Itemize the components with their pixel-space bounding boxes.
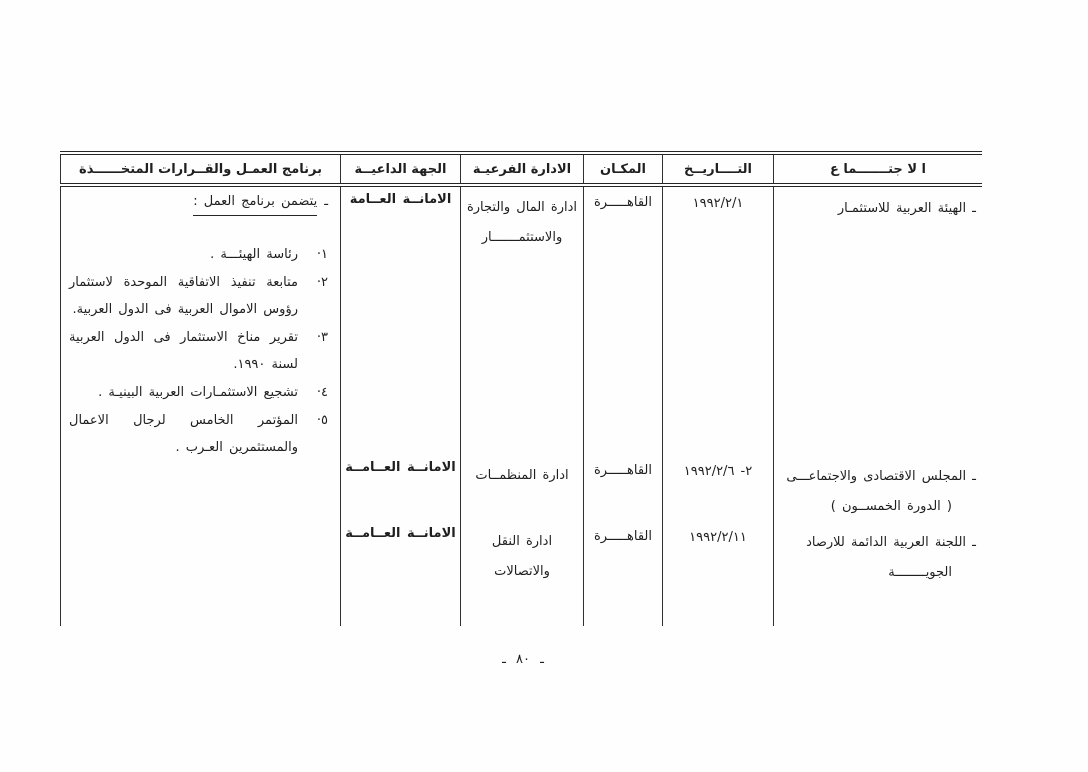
- sub-department-line1: ادارة المال والتجارة: [466, 200, 578, 215]
- meeting-cell-row1: [773, 187, 982, 455]
- meeting-name: ـ الهيئة العربية للاستثمـار: [837, 201, 976, 216]
- inviting-party-cell-row2: الامانــة العــامــة: [340, 455, 460, 521]
- program-cell-row1: [60, 187, 340, 455]
- sub-department-line1: ادارة المنظمــات: [475, 468, 569, 483]
- meetings-table: [60, 151, 982, 626]
- item-text: المؤتمر الخامس لرجال الاعمال والمستثمرين العـرب .: [69, 413, 298, 455]
- sub-department-cell-row3: [460, 521, 583, 626]
- item-number: ٢·: [316, 275, 328, 290]
- item-number: ١·: [316, 247, 328, 262]
- item-number: ٥·: [316, 413, 328, 428]
- sub-department-cell-row1: [460, 187, 583, 455]
- program-intro-text: يتضمن برنامج العمل :: [193, 194, 317, 216]
- date-cell-row3: ١٩٩٢/٢/١١: [662, 521, 773, 626]
- table-header-row: [60, 155, 982, 187]
- program-item-4: [69, 379, 328, 406]
- sub-department-cell-row2: [460, 455, 583, 521]
- item-text: تشجيع الاستثمـارات العربية البينيـة .: [98, 385, 298, 400]
- item-text: تقرير مناخ الاستثمار فى الدول العربية لسنة ١٩٩٠.: [69, 330, 298, 372]
- header-program: برنامج العمـل والقــرارات المتخــــــذة: [60, 155, 340, 183]
- header-meeting: ا لا جتـــــــما ع: [773, 155, 982, 183]
- program-item-3: [69, 324, 328, 378]
- date-cell-row1: ١٩٩٢/٢/١: [662, 187, 773, 455]
- item-number: ٣·: [316, 330, 328, 345]
- header-sub-department: الادارة الفرعيـة: [460, 155, 583, 183]
- date-cell-row2: ٢- ١٩٩٢/٢/٦: [662, 455, 773, 521]
- header-inviting-party: الجهة الداعيــة: [340, 155, 460, 183]
- meeting-cell-row2: [773, 455, 982, 521]
- program-item-1: [69, 241, 328, 268]
- meeting-name-line2: الجويــــــــة: [888, 565, 952, 580]
- meeting-name: ـ اللجنة العربية الدائمة للارصاد: [806, 535, 976, 550]
- place-cell-row2: القاهـــــرة: [583, 455, 662, 521]
- sub-department-line1: ادارة النقل والاتصالات: [491, 534, 553, 579]
- page-number: ـ ٨٠ ـ: [502, 652, 544, 667]
- item-number: ٤·: [316, 385, 328, 400]
- sub-department-line2: والاستثمـــــــار: [481, 230, 563, 245]
- place-cell-row3: القاهـــــرة: [583, 521, 662, 626]
- header-date: التــــاريــخ: [662, 155, 773, 183]
- program-cell-row2: [60, 455, 340, 521]
- program-item-5: [69, 407, 328, 461]
- meeting-name: ـ المجلس الاقتصادى والاجتماعـــى: [786, 469, 976, 484]
- header-place: المكـان: [583, 155, 662, 183]
- item-text: رئاسة الهيئـــة .: [210, 247, 298, 262]
- place-cell-row1: القاهـــــرة: [583, 187, 662, 455]
- table-body: [60, 187, 982, 626]
- program-intro: [69, 194, 328, 216]
- inviting-party-cell-row1: الامانــة العــامة: [340, 187, 460, 455]
- program-item-2: [69, 269, 328, 323]
- dash-mark: ـ: [324, 194, 328, 209]
- inviting-party-cell-row3: الامانــة العــامــة: [340, 521, 460, 626]
- item-text: متابعة تنفيذ الاتفاقية الموحدة لاستثمار رؤوس الاموال العربية فى الدول العربية.: [69, 275, 298, 317]
- program-cell-row3: [60, 521, 340, 626]
- meeting-cell-row3: [773, 521, 982, 626]
- meeting-name-line2: ( الدورة الخمســون ): [830, 499, 952, 514]
